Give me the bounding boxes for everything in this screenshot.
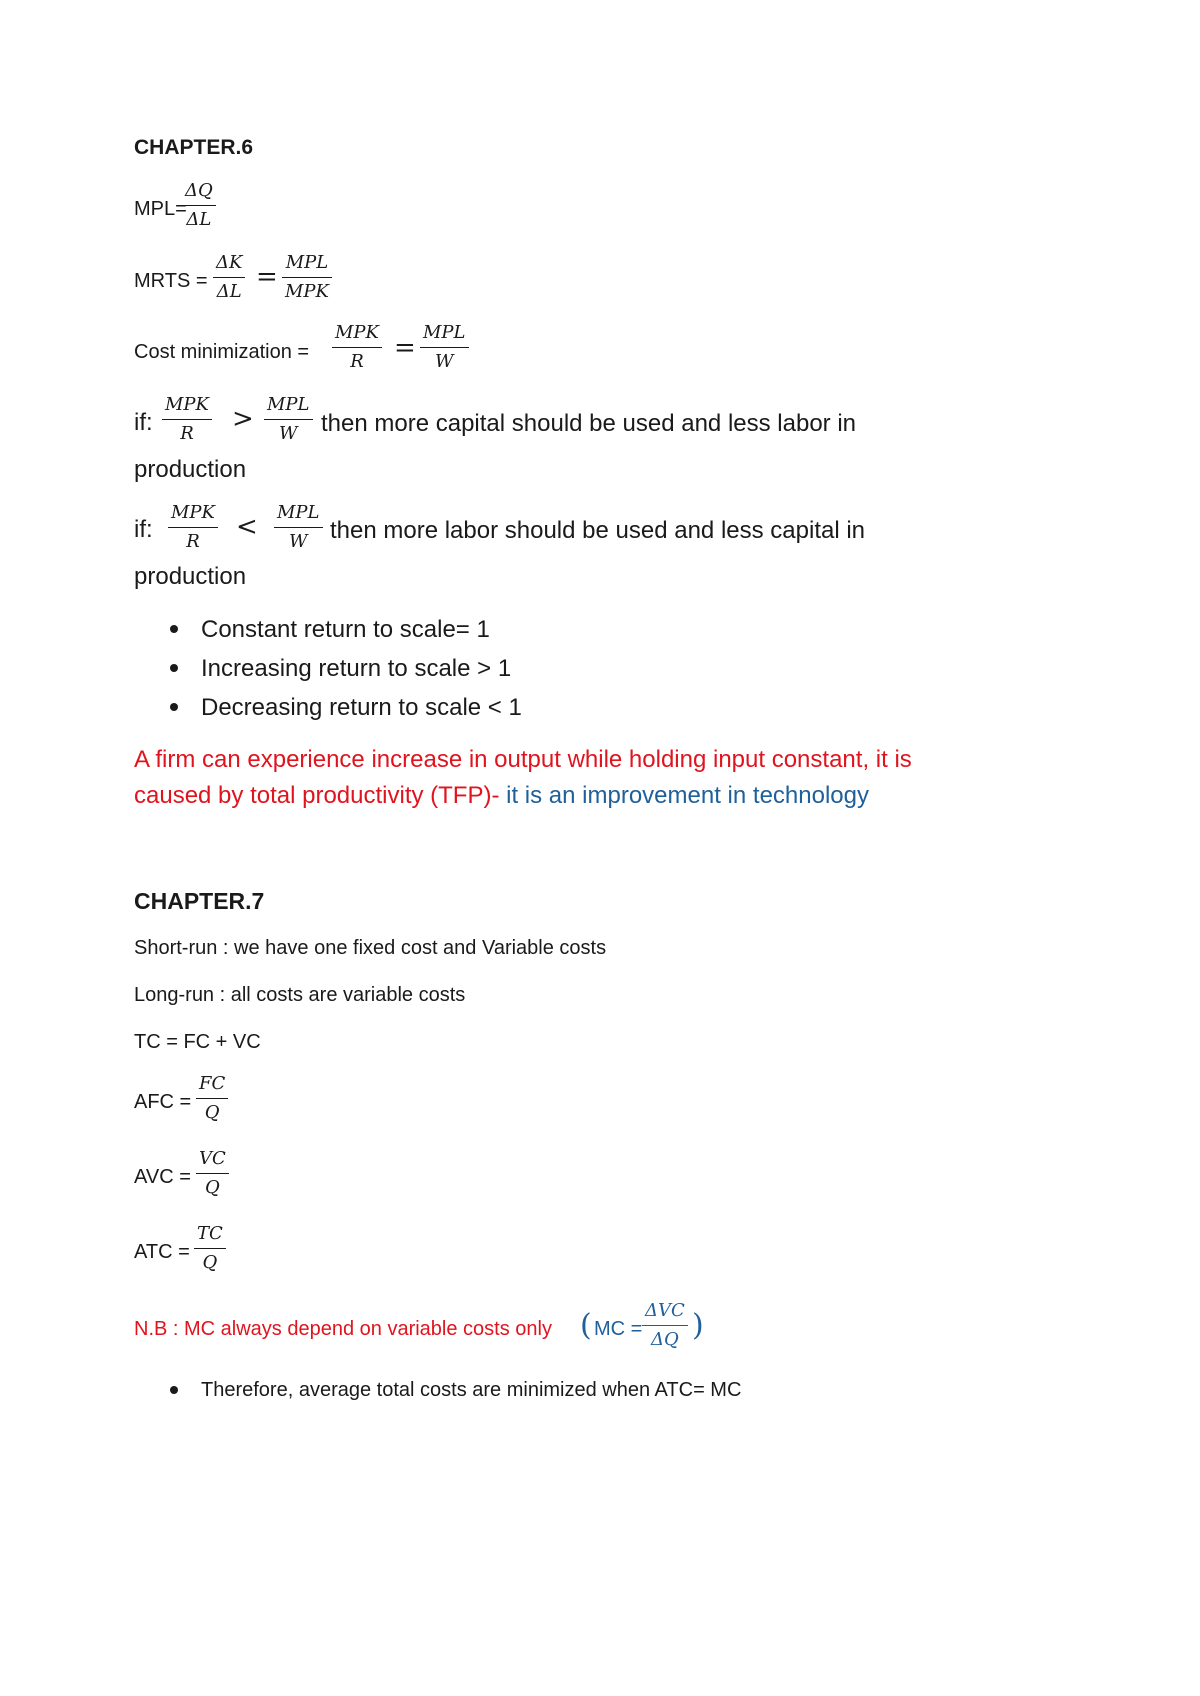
cond1-numerator-2: MPL [267, 394, 310, 415]
cond2-fraction-2 [274, 502, 323, 553]
cond1-fraction-2 [264, 394, 313, 445]
afc-numerator: FC [199, 1073, 226, 1094]
nb-mc-fraction [642, 1300, 688, 1351]
nb-denominator: ΔQ [651, 1329, 679, 1350]
costmin-fraction-2 [420, 322, 469, 373]
mrts-label: MRTS = [134, 270, 208, 292]
mpl-label: MPL= [134, 198, 187, 220]
mrts-fraction-1 [213, 252, 245, 303]
costmin-fraction-1 [332, 322, 382, 373]
avc-numerator: VC [199, 1148, 226, 1169]
tfp-note-line-1: A firm can experience increase in output while holding input constant, it is [134, 746, 912, 773]
mpl-numerator: ΔQ [185, 180, 213, 201]
tfp-note-line-2 [134, 782, 869, 810]
mrts-denominator-2: MPK [285, 281, 329, 302]
cond1-text: then more capital should be used and less labor in [321, 410, 857, 437]
atc-mc-bullet: Therefore, average total costs are minimized when ATC= MC [201, 1379, 742, 1401]
cond2-numerator-2: MPL [277, 502, 320, 523]
atc-fraction [194, 1223, 226, 1274]
nb-note: N.B : MC always depend on variable costs only [134, 1318, 552, 1340]
bullet-constant-return: Constant return to scale= 1 [201, 616, 490, 643]
afc-denominator: Q [204, 1102, 220, 1123]
cond2-denominator-2: W [288, 531, 308, 552]
bullet-dot [170, 625, 178, 633]
costmin-label: Cost minimization = [134, 341, 310, 363]
short-run-text: Short-run : we have one fixed cost and Variable costs [134, 937, 607, 959]
mpl-denominator: ΔL [186, 209, 212, 230]
cond1-denominator-1: R [180, 423, 194, 444]
cond2-fraction-1 [168, 502, 218, 553]
cond2-continuation: production [134, 563, 247, 590]
cond1-numerator-1: MPK [165, 394, 209, 415]
cond1-greater-than: > [232, 404, 254, 434]
bullet-dot [170, 1386, 178, 1394]
atc-label: ATC = [134, 1241, 190, 1263]
bullet-decreasing-return: Decreasing return to scale < 1 [201, 694, 522, 721]
bullet-dot [170, 703, 178, 711]
costmin-equals: = [394, 333, 416, 363]
afc-label: AFC = [134, 1091, 192, 1113]
cond2-text: then more labor should be used and less capital in [330, 517, 866, 544]
atc-numerator: TC [197, 1223, 223, 1244]
cond1-fraction-1 [162, 394, 212, 445]
avc-denominator: Q [205, 1177, 220, 1198]
cond2-if: if: [134, 516, 153, 543]
mrts-equals: = [256, 262, 278, 292]
atc-denominator: Q [202, 1252, 218, 1273]
nb-mc-label: MC = [594, 1318, 643, 1340]
afc-fraction [196, 1073, 228, 1124]
nb-numerator: ΔVC [645, 1300, 685, 1321]
cond1-if: if: [134, 409, 153, 436]
avc-fraction [196, 1148, 229, 1199]
nb-close-paren: ) [692, 1308, 704, 1343]
mpl-fraction [182, 180, 216, 231]
costmin-numerator-1: MPK [335, 322, 379, 343]
mrts-fraction-2 [282, 252, 332, 303]
mrts-numerator-2: MPL [285, 252, 329, 273]
bullet-increasing-return: Increasing return to scale > 1 [201, 655, 512, 682]
costmin-numerator-2: MPL [423, 322, 466, 343]
bullet-dot [170, 664, 178, 672]
cond1-denominator-2: W [278, 423, 298, 444]
cond2-numerator-1: MPK [171, 502, 215, 523]
cond2-less-than: < [236, 512, 258, 542]
tfp-note-red-part: caused by total productivity (TFP)- [134, 782, 500, 809]
chapter-7-title: CHAPTER.7 [134, 888, 265, 914]
nb-open-paren: ( [580, 1308, 592, 1343]
avc-label: AVC = [134, 1166, 191, 1188]
costmin-denominator-1: R [350, 351, 364, 372]
long-run-text: Long-run : all costs are variable costs [134, 984, 466, 1006]
cond2-denominator-1: R [186, 531, 200, 552]
mrts-numerator-1: ΔK [216, 252, 243, 273]
chapter-6-title: CHAPTER.6 [134, 136, 254, 159]
costmin-denominator-2: W [434, 351, 454, 372]
mrts-denominator-1: ΔL [216, 281, 242, 302]
cond1-continuation: production [134, 456, 247, 483]
tfp-note-blue-part: it is an improvement in technology [499, 782, 869, 809]
tc-formula: TC = FC + VC [134, 1031, 261, 1053]
